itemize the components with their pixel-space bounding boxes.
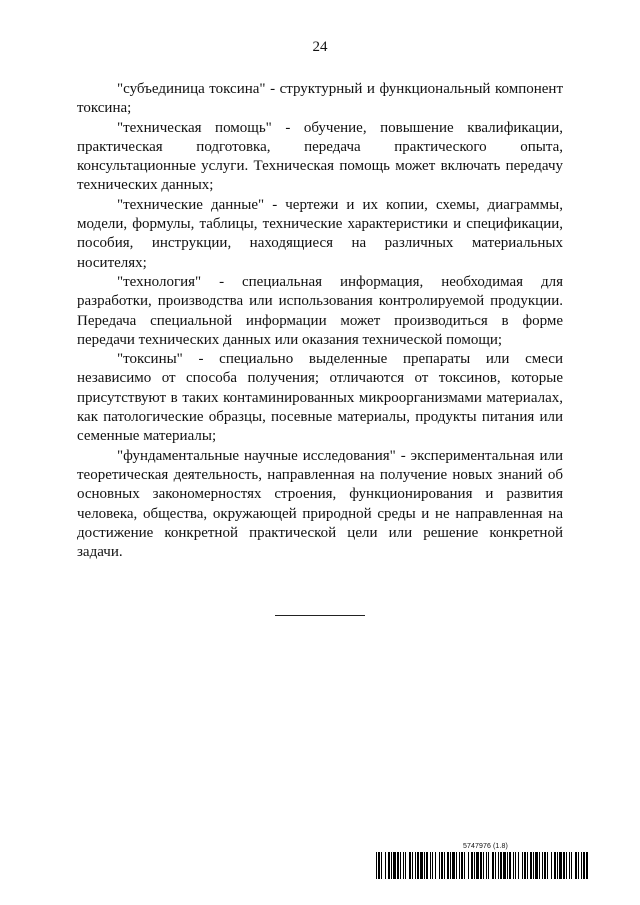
barcode-bar xyxy=(522,852,523,879)
barcode-bar xyxy=(381,852,382,879)
barcode-bar xyxy=(513,852,514,879)
barcode-bar xyxy=(405,852,406,879)
barcode-bar xyxy=(432,852,433,879)
barcode-bar xyxy=(492,852,494,879)
barcode-bar xyxy=(581,852,582,879)
barcode-bar xyxy=(400,852,401,879)
barcode-bar xyxy=(480,852,482,879)
barcode-bar xyxy=(471,852,473,879)
definition-technical-data: "технические данные" - чертежи и их копии, схемы, диаграммы, модели, формулы, таблицы, технические характеристики и спецификации, пособия, инструкции, находящиеся на различных материальных носителях; xyxy=(77,196,563,271)
barcode-bar xyxy=(459,852,460,879)
barcode-bar xyxy=(578,852,579,879)
barcode-bar xyxy=(503,852,506,879)
barcode-bar xyxy=(566,852,567,879)
barcode-bar xyxy=(415,852,416,879)
barcode-bar xyxy=(376,852,377,879)
barcode-bar xyxy=(509,852,511,879)
barcode-bar xyxy=(397,852,399,879)
barcode-bar xyxy=(544,852,546,879)
barcode-bar xyxy=(507,852,508,879)
barcode-bar xyxy=(518,852,519,879)
barcode-bar xyxy=(409,852,411,879)
definition-toxins: "токсины" - специально выделенные препараты или смеси независимо от способа получения; отличаются от токсинов, которые присутствуют в таких контаминированных микроорганизмами материалах, как патологические образцы, посевные материалы, продукты питания или семенные материалы; xyxy=(77,351,563,445)
barcode xyxy=(376,852,588,879)
barcode-bar xyxy=(559,852,562,879)
barcode-bar xyxy=(551,852,552,879)
barcode-bar xyxy=(378,852,380,879)
barcode-bar xyxy=(393,852,396,879)
barcode-bar xyxy=(435,852,436,879)
barcode-bar xyxy=(554,852,556,879)
barcode-bar xyxy=(417,852,419,879)
barcode-bar xyxy=(461,852,463,879)
barcode-bar xyxy=(464,852,465,879)
barcode-bar xyxy=(535,852,538,879)
barcode-bar xyxy=(420,852,423,879)
barcode-bar xyxy=(563,852,565,879)
barcode-bar xyxy=(476,852,479,879)
definition-technical-assistance: "техническая помощь" - обучение, повышение квалификации, практическая подготовка, передача практического опыта, консультационные услуги. Техническая помощь может включать передачу технических данных; xyxy=(77,119,563,194)
barcode-bar xyxy=(524,852,526,879)
definition-technology: "технология" - специальная информация, необходимая для разработки, производства или использования контролируемой продукции. Передача специальной информации может производиться в форме передачи технических данных или оказания технической помощи; xyxy=(77,273,563,348)
barcode-bar xyxy=(583,852,585,879)
barcode-bar xyxy=(430,852,431,879)
barcode-bar xyxy=(575,852,577,879)
barcode-bar xyxy=(388,852,390,879)
barcode-bar xyxy=(533,852,534,879)
document-code: 5747976 (1.8) xyxy=(463,843,508,850)
barcode-bar xyxy=(450,852,451,879)
barcode-bar xyxy=(547,852,548,879)
barcode-bar xyxy=(424,852,425,879)
barcode-bar xyxy=(515,852,516,879)
barcode-bar xyxy=(444,852,445,879)
barcode-bar xyxy=(542,852,543,879)
barcode-bar xyxy=(500,852,502,879)
barcode-bar xyxy=(557,852,558,879)
barcode-bar xyxy=(474,852,475,879)
barcode-bar xyxy=(456,852,457,879)
barcode-bar xyxy=(447,852,449,879)
barcode-bar xyxy=(586,852,588,879)
barcode-bar xyxy=(468,852,469,879)
body-text xyxy=(77,80,563,562)
barcode-bar xyxy=(385,852,386,879)
definition-basic-research: "фундаментальные научные исследования" - экспериментальная или теоретическая деятельность, направленная на получение новых знаний об основных закономерностях строения, функционирования и развития человека, общества, окружающей природной среды и не направленная на достижение конкретной практической цели или решение конкретной задачи. xyxy=(77,447,563,561)
barcode-bar xyxy=(439,852,440,879)
barcode-bar xyxy=(495,852,496,879)
barcode-bar xyxy=(498,852,499,879)
definition-toxin-subunit: "субъединица токсина" - структурный и функциональный компонент токсина; xyxy=(77,81,563,117)
barcode-bar xyxy=(488,852,489,879)
barcode-bar xyxy=(569,852,570,879)
barcode-bar xyxy=(441,852,443,879)
end-of-text-separator xyxy=(275,615,365,616)
barcode-bar xyxy=(426,852,428,879)
barcode-bar xyxy=(412,852,413,879)
barcode-bar xyxy=(403,852,404,879)
page-number: 24 xyxy=(312,39,328,55)
barcode-bar xyxy=(391,852,392,879)
barcode-bar xyxy=(571,852,572,879)
barcode-bar xyxy=(539,852,540,879)
barcode-bar xyxy=(530,852,532,879)
barcode-bar xyxy=(527,852,528,879)
barcode-bar xyxy=(486,852,487,879)
barcode-bar xyxy=(452,852,455,879)
barcode-bar xyxy=(483,852,484,879)
